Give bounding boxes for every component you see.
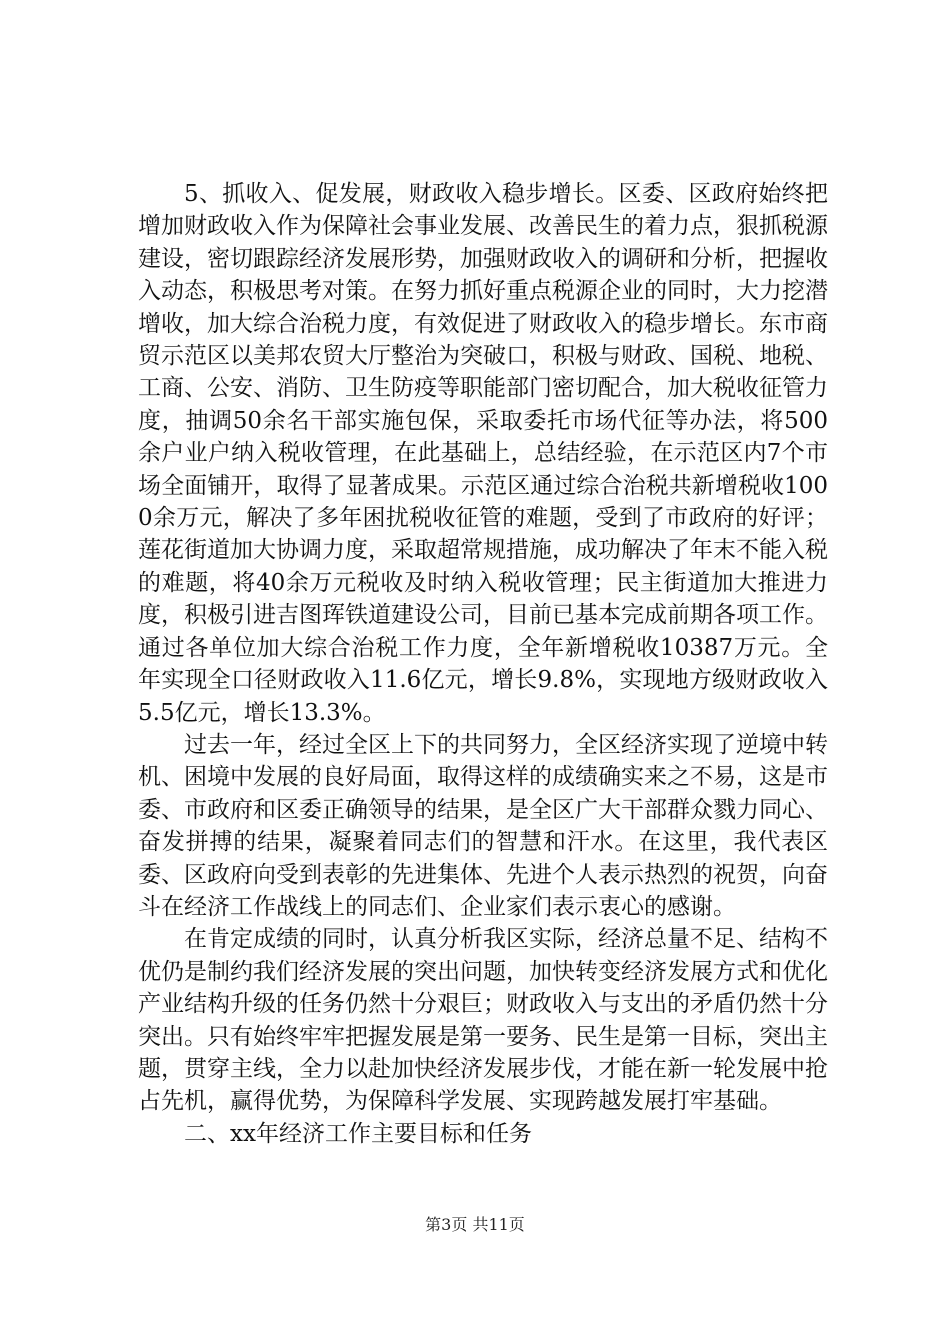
- paragraph-fiscal-revenue: 5、抓收入、促发展，财政收入稳步增长。区委、区政府始终把增加财政收入作为保障社会事业发展、改善民生的着力点，狠抓税源建设，密切跟踪经济发展形势，加强财政收入的调研和分析，把握收入动态，积极思考对策。在努力抓好重点税源企业的同时，大力挖潜增收，加大综合治税力度，有效促进了财政收入的稳步增长。东市商贸示范区以美邦农贸大厅整治为突破口，积极与财政、国税、地税、工商、公安、消防、卫生防疫等职能部门密切配合，加大税收征管力度，抽调50余名干部实施包保，采取委托市场代征等办法，将500余户业户纳入税收管理，在此基础上，总结经验，在示范区内7个市场全面铺开，取得了显著成果。示范区通过综合治税共新增税收1000余万元，解决了多年困扰税收征管的难题，受到了市政府的好评；莲花街道加大协调力度，采取超常规措施，成功解决了年末不能入税的难题，将40余万元税收及时纳入税收管理；民主街道加大推进力度，积极引进吉图珲铁道建设公司，目前已基本完成前期各项工作。通过各单位加大综合治税工作力度，全年新增税收10387万元。全年实现全口径财政收入11.6亿元，增长9.8%，实现地方级财政收入5.5亿元，增长13.3%。: [138, 181, 828, 726]
- document-body: [138, 178, 828, 1150]
- section-heading: 二、xx年经济工作主要目标和任务: [184, 1120, 532, 1147]
- paragraph-past-year-summary: 过去一年，经过全区上下的共同努力，全区经济实现了逆境中转机、困境中发展的良好局面，取得这样的成绩确实来之不易，这是市委、市政府和区委正确领导的结果，是全区广大干部群众戮力同心、奋发拼搏的结果，凝聚着同志们的智慧和汗水。在这里，我代表区委、区政府向受到表彰的先进集体、先进个人表示热烈的祝贺，向奋斗在经济工作战线上的同志们、企业家们表示衷心的感谢。: [138, 731, 828, 920]
- page-number-footer: 第3页 共11页: [425, 1215, 525, 1234]
- paragraph-problems-analysis: 在肯定成绩的同时，认真分析我区实际，经济总量不足、结构不优仍是制约我们经济发展的突出问题，加快转变经济发展方式和优化产业结构升级的任务仍然十分艰巨；财政收入与支出的矛盾仍然十分突出。只有始终牢牢把握发展是第一要务、民生是第一目标，突出主题，贯穿主线，全力以赴加快经济发展步伐，才能在新一轮发展中抢占先机，赢得优势，为保障科学发展、实现跨越发展打牢基础。: [138, 926, 828, 1115]
